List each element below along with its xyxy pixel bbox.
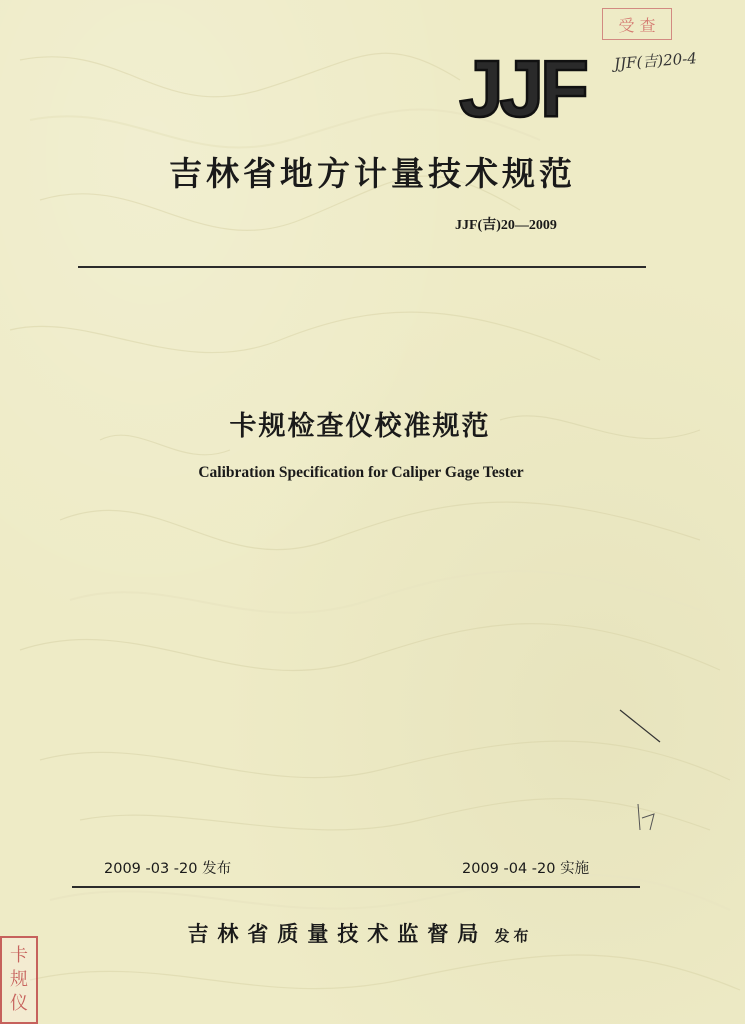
library-stamp xyxy=(0,936,38,1024)
svg-text:JJF: JJF xyxy=(459,52,585,124)
inspection-stamp: 受 查 xyxy=(602,8,672,40)
footer-divider xyxy=(72,886,640,888)
handwritten-code: JJF(吉)20-4 xyxy=(613,49,698,73)
document-title-chinese: 卡规检查仪校准规范 xyxy=(229,411,491,442)
library-stamp-char: 仪 xyxy=(10,993,28,1014)
standard-number: JJF(吉)20—2009 xyxy=(455,218,557,233)
issuing-authority-title: 吉林省地方计量技术规范 xyxy=(169,154,576,193)
issue-date: 2009 -03 -20 发布 xyxy=(104,861,232,877)
library-stamp-char: 卡 xyxy=(10,945,28,966)
library-stamp-char: 规 xyxy=(10,969,28,990)
header-divider xyxy=(78,266,646,268)
publisher-line xyxy=(0,918,720,948)
document-title-english: Calibration Specification for Caliper Gage Tester xyxy=(198,464,524,481)
jjf-logo xyxy=(440,52,605,124)
publisher-org: 吉林省质量技术监督局 xyxy=(187,921,488,946)
implementation-date: 2009 -04 -20 实施 xyxy=(462,861,590,877)
pen-mark-small xyxy=(632,800,662,836)
publisher-action: 发布 xyxy=(494,927,533,945)
pen-mark xyxy=(612,700,672,760)
